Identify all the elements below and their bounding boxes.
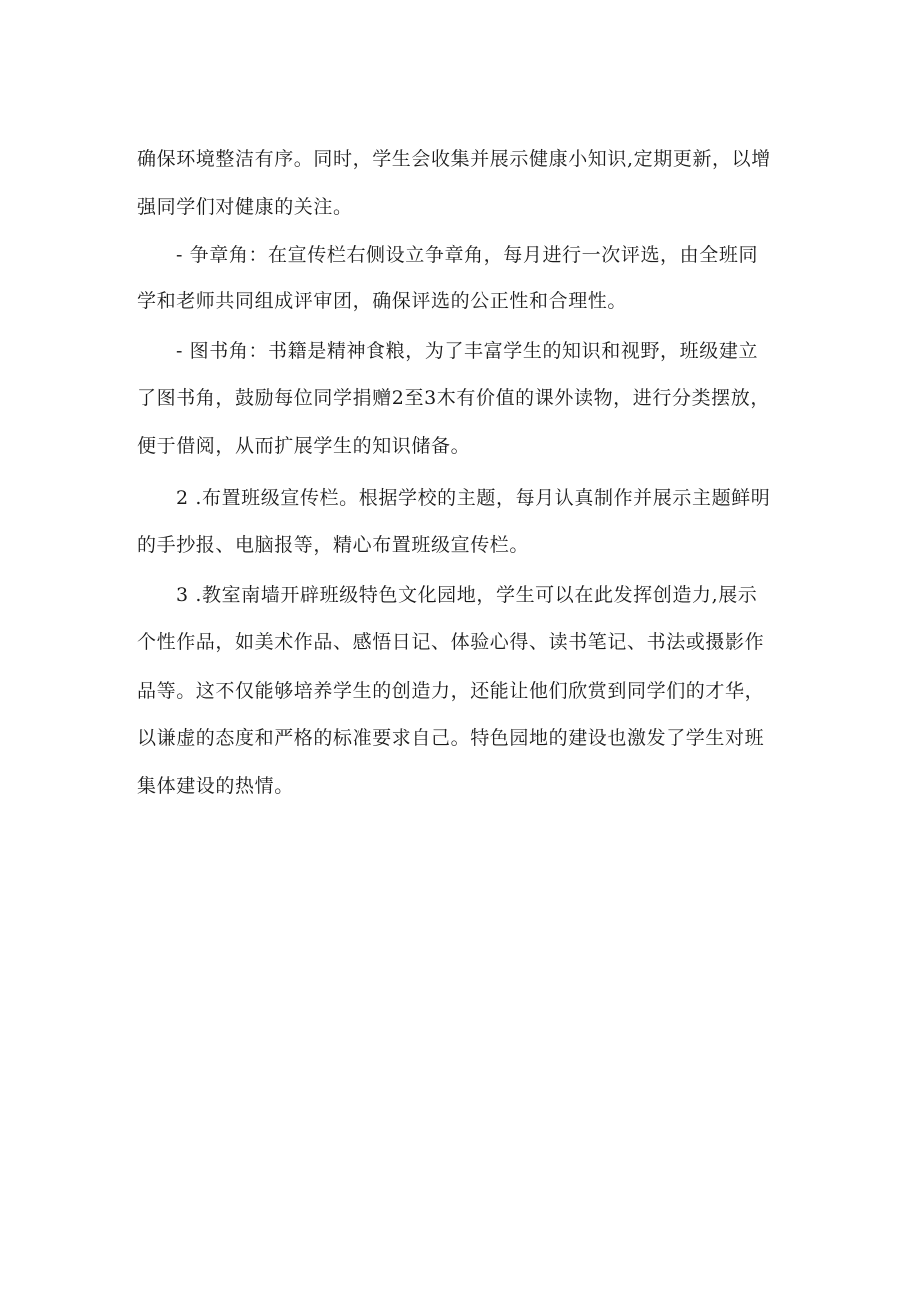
paragraph-2-line-2: 学和老师共同组成评审团，确保评选的公正性和合理性。 (137, 290, 628, 312)
paragraph-3-line-3: 便于借阅，从而扩展学生的知识储备。 (137, 435, 471, 457)
paragraph-4-line-1: 2 .布置班级宣传栏。根据学校的主题，每月认真制作并展示主题鲜明 (176, 487, 771, 509)
paragraph-2-line-1: - 争章角：在宣传栏右侧设立争章角，每月进行一次评选，由全班同 (176, 244, 759, 266)
paragraph-4-line-2: 的手抄报、电脑报等，精心布置班级宣传栏。 (137, 534, 530, 556)
paragraph-5-line-2: 个性作品，如美术作品、感悟日记、体验心得、读书笔记、书法或摄影作 (137, 631, 765, 653)
paragraph-5-line-1: 3 .教室南墙开辟班级特色文化园地，学生可以在此发挥创造力,展示 (176, 584, 758, 606)
paragraph-1-line-2: 强同学们对健康的关注。 (137, 196, 353, 218)
paragraph-1-line-1: 确保环境整洁有序。同时，学生会收集并展示健康小知识,定期更新，以增 (137, 148, 771, 170)
paragraph-3-line-2: 了图书角，鼓励每位同学捐赠2至3木有价值的课外读物，进行分类摆放， (137, 387, 770, 409)
paragraph-5-line-3: 品等。这不仅能够培养学生的创造力，还能让他们欣赏到同学们的才华， (137, 680, 765, 702)
paragraph-3-line-1: - 图书角：书籍是精神食粮，为了丰富学生的知识和视野，班级建立 (176, 340, 759, 362)
paragraph-5-line-5: 集体建设的热情。 (137, 775, 294, 797)
paragraph-5-line-4: 以谦虚的态度和严格的标准要求自己。特色园地的建设也激发了学生对班 (137, 727, 765, 749)
